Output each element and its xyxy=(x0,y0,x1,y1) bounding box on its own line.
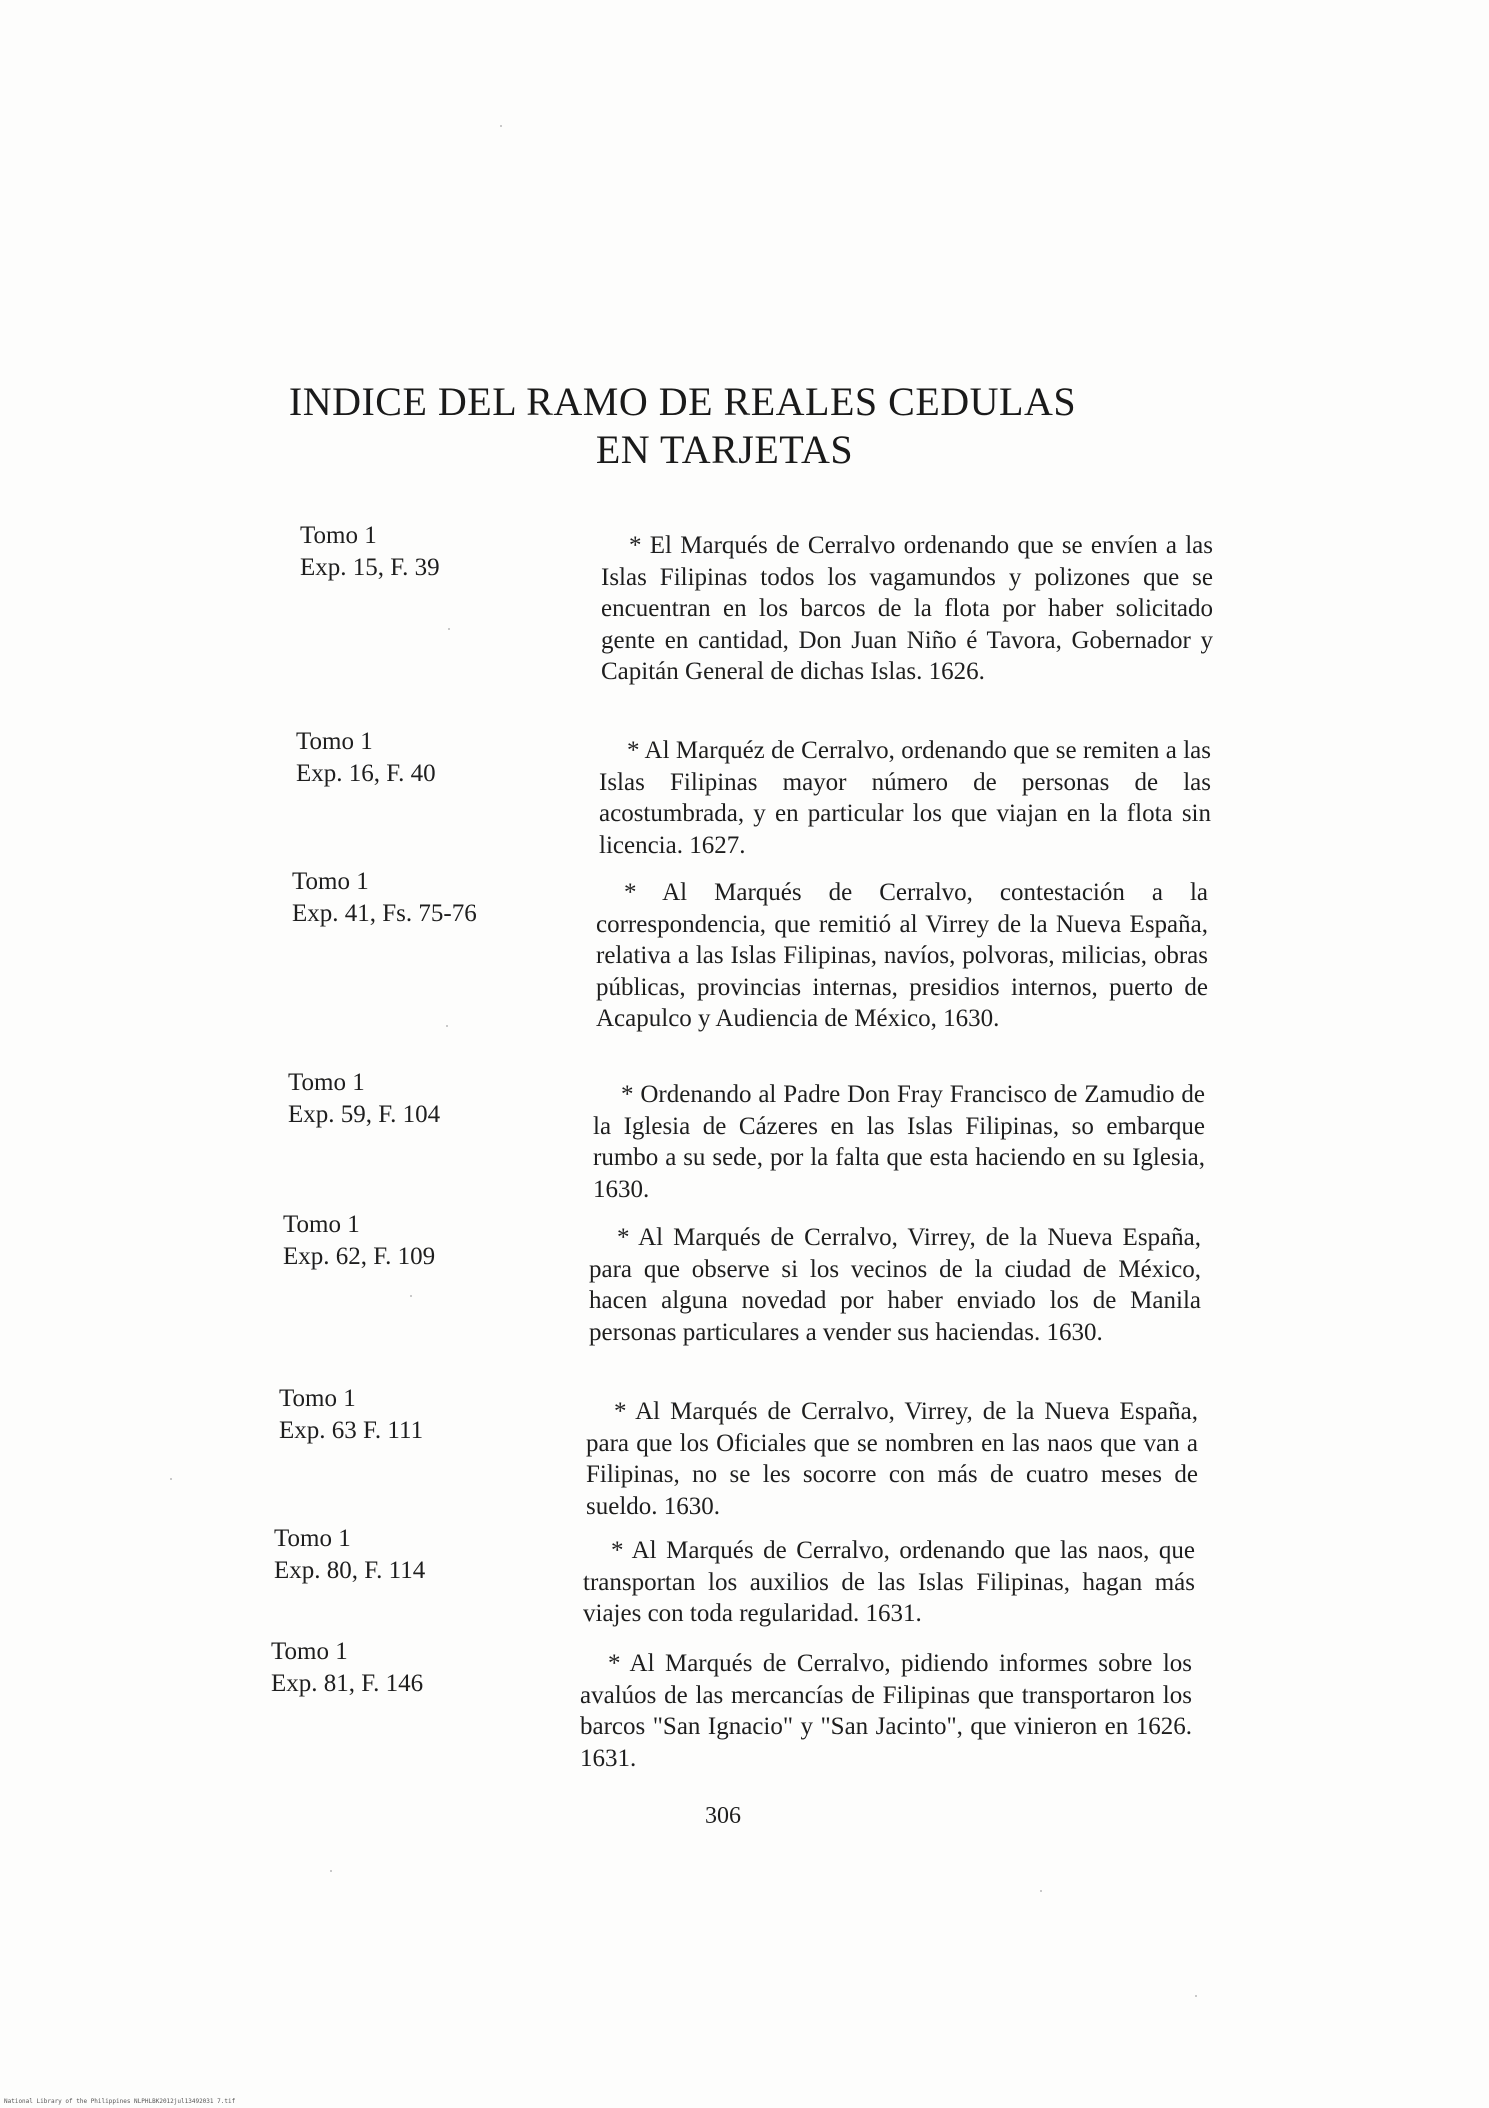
entry-tomo: Tomo 1 xyxy=(300,522,377,549)
scan-speck xyxy=(1195,1995,1197,1997)
entry-exp: Exp. 80, F. 114 xyxy=(274,1557,426,1584)
scan-speck xyxy=(170,1478,172,1480)
entry-exp: Exp. 15, F. 39 xyxy=(300,554,440,581)
scan-speck xyxy=(500,125,502,127)
entry-reference xyxy=(283,1209,435,1273)
scan-speck xyxy=(1040,1890,1042,1892)
scan-speck xyxy=(330,1870,332,1872)
entry-tomo: Tomo 1 xyxy=(296,728,373,755)
entry-description: * Al Marqués de Cerralvo, pidiendo informes sobre los avalúos de las mercancías de Filipinas que transportaron los barcos "San Ignacio" y "San Jacinto", que vinieron en 1626. 1631. xyxy=(580,1650,1192,1772)
entry-description: * Ordenando al Padre Don Fray Francisco de Zamudio de la Iglesia de Cázeres en las Islas Filipinas, so embarque rumbo a su sede, por la falta que esta haciendo en su Iglesia, 1630. xyxy=(593,1081,1205,1203)
entry-description: * Al Marqués de Cerralvo, Virrey, de la Nueva España, para que observe si los vecinos de la ciudad de México, hacen alguna novedad por haber enviado los de Manila personas particulares a vender sus haciendas. 1630. xyxy=(589,1224,1201,1346)
entry-description: * Al Marqués de Cerralvo, ordenando que las naos, que transportan los auxilios de las Islas Filipinas, hagan más viajes con toda regularidad. 1631. xyxy=(583,1537,1195,1627)
entry-description: * El Marqués de Cerralvo ordenando que se envíen a las Islas Filipinas todos los vagamundos y polizones que se encuentran en los barcos de la flota por haber solicitado gente en cantidad, Don Juan Niño é Tavora, Gobernador y Capitán General de dichas Islas. 1626. xyxy=(601,532,1213,685)
entry-exp: Exp. 41, Fs. 75-76 xyxy=(292,900,477,927)
entry-reference xyxy=(296,726,436,790)
entry-exp: Exp. 16, F. 40 xyxy=(296,760,436,787)
entry-tomo: Tomo 1 xyxy=(274,1525,351,1552)
entry-description: * Al Marqués de Cerralvo, Virrey, de la Nueva España, para que los Oficiales que se nombren en las naos que van a Filipinas, no se les socorre con más de cuatro meses de sueldo. 1630. xyxy=(586,1398,1198,1520)
scan-speck xyxy=(446,1025,448,1027)
entry-exp: Exp. 63 F. 111 xyxy=(279,1417,424,1444)
entry-tomo: Tomo 1 xyxy=(271,1638,348,1665)
entry-reference xyxy=(292,866,477,930)
entry-description: * Al Marquéz de Cerralvo, ordenando que se remiten a las Islas Filipinas mayor número de personas de las acostumbrada, y en particular los que viajan en la flota sin licencia. 1627. xyxy=(599,737,1211,859)
entry-reference xyxy=(288,1067,440,1131)
entry-exp: Exp. 62, F. 109 xyxy=(283,1243,436,1270)
entry-exp: Exp. 81, F. 146 xyxy=(271,1670,424,1697)
entry-tomo: Tomo 1 xyxy=(283,1211,360,1238)
scan-speck xyxy=(448,628,450,630)
entry-reference xyxy=(274,1523,425,1587)
entry-reference xyxy=(271,1636,423,1700)
entry-tomo: Tomo 1 xyxy=(279,1385,356,1412)
page-number: 306 xyxy=(705,1803,741,1829)
page-subtitle: EN TARJETAS xyxy=(595,427,854,472)
entry-tomo: Tomo 1 xyxy=(292,868,369,895)
entry-reference xyxy=(279,1383,423,1447)
page-title: INDICE DEL RAMO DE REALES CEDULAS xyxy=(288,379,1077,424)
entry-description: * Al Marqués de Cerralvo, contestación a la correspondencia, que remitió al Virrey de la Nueva España, relativa a las Islas Filipinas, navíos, polvoras, milicias, obras públicas, provincias internas, presidios internos, puerto de Acapulco y Audiencia de México, 1630. xyxy=(596,879,1208,1032)
scan-speck xyxy=(410,1295,412,1297)
scan-footer-note: National Library of the Philippines NLPHLBK2012jul13492031 7.tif xyxy=(4,2098,236,2105)
entry-exp: Exp. 59, F. 104 xyxy=(288,1101,441,1128)
entry-tomo: Tomo 1 xyxy=(288,1069,365,1096)
entry-reference xyxy=(300,520,440,584)
